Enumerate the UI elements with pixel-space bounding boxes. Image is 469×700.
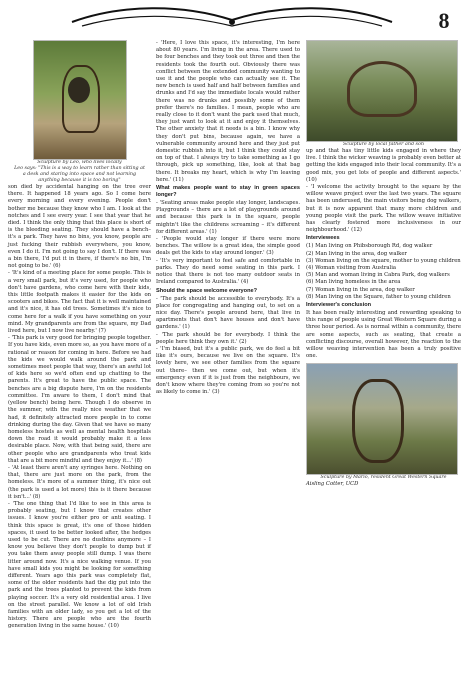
- paragraph: - 'I'm biased, but it's a public park, we do feel a bit like it's ours, because we live on the square. It's lovely here, we see other families from the square out there– then we come out, but when it's emergency even if it is just from the neighbours, we don't know where they're coming from so you're not as likely to come in.' (3): [156, 345, 300, 396]
- paragraph: - 'The one thing that I'd like to see in this area is probably seating, but I know that creates other issues. I know you're either pro or anti seating. I think this space is great, it's one of those hidden spaces, it used to be better looked after, the hedges used to be cut. There are no dustbins anymore – I know you believe they don't people to dump but if you take them away people still dump. I was there litter around now. It's a nice walking venue. If you have small kids you might be looking for something different. Years ago this park was completely flat, some of the older residents had the dig put into the park and the trees planted to prevent the kids from playing soccer. It's a very old residential area. I live on the street parallel. We know a lot of old Irish families with an older lady, so you get a lot of the history. There are people who are the fourth generation living in the same house.' (10): [8, 500, 151, 630]
- column-3: [306, 40, 461, 489]
- sculpture-photo-mario: [306, 363, 458, 475]
- paragraph: - 'I welcome the activity brought to the square by the willow weave project over the last two years. The square has been underused, the main visitors being dog walkers, but it is now apparent that many more children and young people visit the park. The willow weave initiative has clearly fostered more inclusiveness in our neighbourhood.' (12): [306, 184, 461, 234]
- paragraph: - 'Seating areas make people stay longer, landscapes. Playgrounds – there are a lot of playgrounds around and because this park is in the square, people mightn't like the childrens screaming – it's different for different areas.' (1): [156, 200, 300, 235]
- section-heading: Interviewees: [306, 235, 340, 242]
- interviewee-list: [306, 243, 461, 301]
- paragraph: - 'Here, I love this space, it's interesting, I'm here about 80 years. I'm living in the area. There used to be four benches and they took out three and then the residents took the fourth out. Obviously there was conflict between the extended community wanting to use it and the people who can actually see it. The new bench is used half and half between families and drunks and I'd say the immediate locals would rather there was no drunks and possibly some of them prefer there's no families. I mean, people who are really close to it don't want the park used that much, they just want to look at it and enjoy it themselves. The other anxiety that it needs is a bin. I know why they don't put bins, because again, we have a vulnerable community around here and they just put domestic rubbish into it, but I think they could stay on top of that. I always try to take something as I go through, pick up something, like, look at that bag there. It breaks my heart, which is why I'm leaving here.' (11): [156, 40, 300, 183]
- list-item: (4) Woman visiting from Australia: [306, 265, 397, 272]
- paragraph: - 'This park is very good for bringing people together. If you have kids, even more so, as you have more of a rational or reason for coming in here. Before we had the kids we would walk around the park and sometimes meet people that way, there's an awful lot of kids here so we'd often end up chatting to the parents. It's great to have the public space. The benches are a big dispute here, I'm on the residents committee. I'm aware to them, I don't mind that (yellow bench) being here. Though I do observe in the summer, with the really nice weather that we had, it definitely attracted more people in to come drinking during the day. Given that we have so many homeless hostels as well as mental health hospitals down the road it would probably make it a less desirable place. Now, with that being said, there are other people who are grandparents who treat kids that are a bit more mindful and they enjoy it...' (8): [8, 335, 151, 464]
- paragraph: It has been really interesting and rewarding speaking to this range of people using Great Western Square during a three hour period. As is normal within a community, there are some aspects, such as seating, that create a conflicting discourse, overall however, the reaction to the willow weaving intervention has been a truly positive one.: [306, 310, 461, 360]
- page-header: [0, 0, 469, 40]
- paragraph: son died by accidental hanging on the tree over there. It happened 18 years ago. So I come here every morning and every evening. People don't bother me because they know who I am. I look at the notches and I see every year. I see that year that he died. I think the only thing that this place is short of is the bleeding seating. They should have a bench– it's a park. They have no bins, you know, people are just fucking their rubbish everywhere, you know, even I do it. I'm not going to say I don't. If there was a bin there, I'd put it in there, if there's no bin, I'm not going to be.' (6): [8, 184, 151, 270]
- column-1: [8, 40, 151, 631]
- section-heading: Interviewer's conclusion: [306, 302, 372, 309]
- list-item: (5) Man and woman living in Cabra Park, dog walkers: [306, 272, 450, 279]
- list-item: (2) Man living in the area, dog walker: [306, 250, 407, 257]
- paragraph: - 'People would stay longer if there were more benches. The willow is a great idea, the simple good deals get the kids to stay around longer.' (3): [156, 236, 300, 257]
- paragraph: - 'It's kind of a meeting place for some people. This is a very small park, but it's very used, for people who don't have gardens, who come here with their kids, this little footpath makes it easier for the kids on scooters and bikes. The fact that it is well maintained and it's nice, it has old trees. Sometimes it's nice to come here for a walk if you have something on your mind. My grandparents are from the square, my Dad lived here, but I now live nearby.' (7): [8, 270, 151, 335]
- paragraph: up and that has tiny little kids engaged in where they live. I think the wicker weaving is probably even better at getting the kids engaged into their local community. It's a good mix, you get lots of people and different aspects.' (10): [306, 148, 461, 183]
- paragraph: - 'The park should be accessible to everybody. It's a place for congregating and hanging out, to set on a nice day. There's people around here, that live in apartments that don't have houses and don't have gardens.' (1): [156, 295, 300, 331]
- list-item: (6) Man living homeless in the area: [306, 279, 401, 286]
- sculpture-photo-father-son: [306, 40, 458, 142]
- page-number: 8: [438, 8, 450, 33]
- photo-caption-father-son: Sculpture by local father and son: [343, 142, 424, 147]
- list-item: (7) Woman living in the area, dog walker: [306, 286, 415, 293]
- list-item: (3) Woman living on the square, mother to young children: [306, 257, 461, 264]
- section-heading: Should the space welcome everyone?: [156, 287, 258, 294]
- sculpture-photo-leo: [33, 40, 127, 160]
- column-2: [156, 40, 300, 396]
- paragraph: - 'The park should be for everybody. I think the people here think they own it.' (2): [156, 331, 300, 345]
- list-item: (1) Man living on Phibsborough Rd, dog walker: [306, 243, 433, 250]
- list-item: (8) Man living on the Square, father to young children: [306, 293, 451, 300]
- section-heading: What makes people want to stay in green spaces longer?: [156, 185, 300, 199]
- photo-caption-mario: Sculpture by Mario, resident Great Western Square: [320, 475, 447, 481]
- paragraph: - 'At least there aren't any syringes here. Nothing on that, there are just more on the park, from the homeless. It's more of a summer thing, it's nice out (the park is used a lot more) this is it there because it isn't...' (8): [8, 464, 151, 500]
- signature: Aisling Cotter, UCD: [306, 481, 359, 488]
- photo-caption-leo: Sculpture by Leo, who lives locally Leo says: "This is a way to learn rather than sitting at a desk and staring into space and not learning anything because it is too boring": [14, 160, 145, 183]
- ornament-icon: [62, 2, 402, 36]
- paragraph: - 'It's very important to feel safe and comfortable in parks. They do need some seating in this park. I notice that there is not too many outdoor seats in Ireland compared to Australia.' (4): [156, 257, 300, 286]
